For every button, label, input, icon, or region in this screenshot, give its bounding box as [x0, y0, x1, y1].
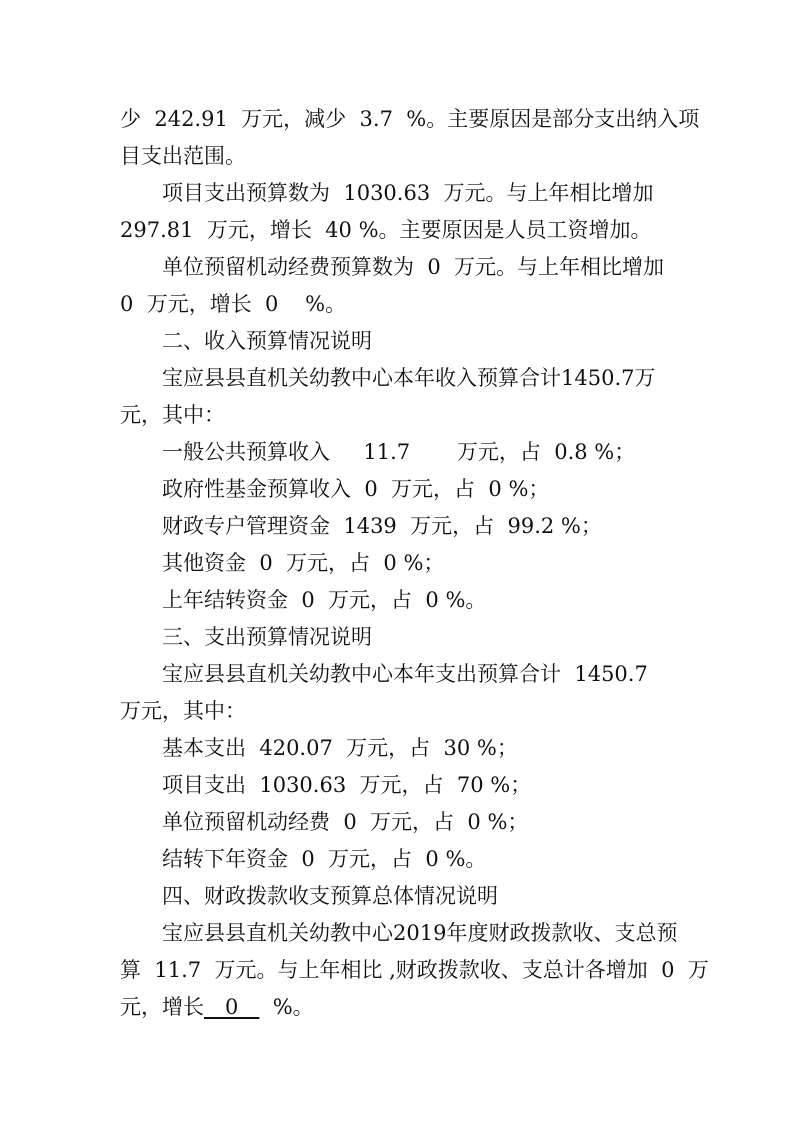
- text-line: 项目支出预算数为 1030.63 万元。与上年相比增加: [162, 181, 654, 205]
- text-line: 算 11.7 万元。与上年相比 ,财政拨款收、支总计各增加 0 万: [120, 958, 709, 982]
- last-line-suffix: %。: [259, 995, 314, 1019]
- text-line: 297.81 万元，增长 40 %。主要原因是人员工资增加。: [120, 218, 652, 242]
- text-line: 基本支出 420.07 万元，占 30 %；: [162, 736, 518, 760]
- text-line: 元，其中：: [120, 403, 225, 427]
- text-line: 宝应县县直机关幼教中心本年支出预算合计 1450.7: [162, 662, 648, 686]
- text-line: 政府性基金预算收入 0 万元，占 0 %；: [162, 477, 550, 501]
- text-line: 万元，其中：: [120, 699, 246, 723]
- text-line: 宝应县县直机关幼教中心本年收入预算合计1450.7万: [162, 366, 656, 390]
- text-line: 其他资金 0 万元，占 0 %；: [162, 551, 445, 575]
- text-line: 宝应县县直机关幼教中心2019年度财政拨款收、支总预: [162, 921, 678, 945]
- section-heading: 三、支出预算情况说明: [162, 625, 372, 649]
- last-line-prefix: 元，增长: [120, 995, 204, 1019]
- text-line: 目支出范围。: [120, 144, 246, 168]
- text-line: 少 242.91 万元，减少 3.7 %。主要原因是部分支出纳入项: [120, 107, 700, 131]
- text-line: 单位预留机动经费 0 万元，占 0 %；: [162, 810, 529, 834]
- growth-value-underlined: __0__: [204, 995, 260, 1019]
- text-line: 财政专户管理资金 1439 万元，占 99.2 %；: [162, 514, 602, 538]
- text-line: 0 万元，增长 0 %。: [120, 292, 347, 316]
- text-line: 单位预留机动经费预算数为 0 万元。与上年相比增加: [162, 255, 665, 279]
- section-heading: 四、财政拨款收支预算总体情况说明: [162, 884, 498, 908]
- text-line: 结转下年资金 0 万元，占 0 %。: [162, 847, 487, 871]
- text-line: 上年结转资金 0 万元，占 0 %。: [162, 588, 487, 612]
- text-line: 项目支出 1030.63 万元，占 70 %；: [162, 773, 532, 797]
- text-line: 一般公共预算收入 11.7 万元，占 0.8 %；: [162, 440, 636, 464]
- text-line-last: [120, 992, 314, 1022]
- section-heading: 二、收入预算情况说明: [162, 329, 372, 353]
